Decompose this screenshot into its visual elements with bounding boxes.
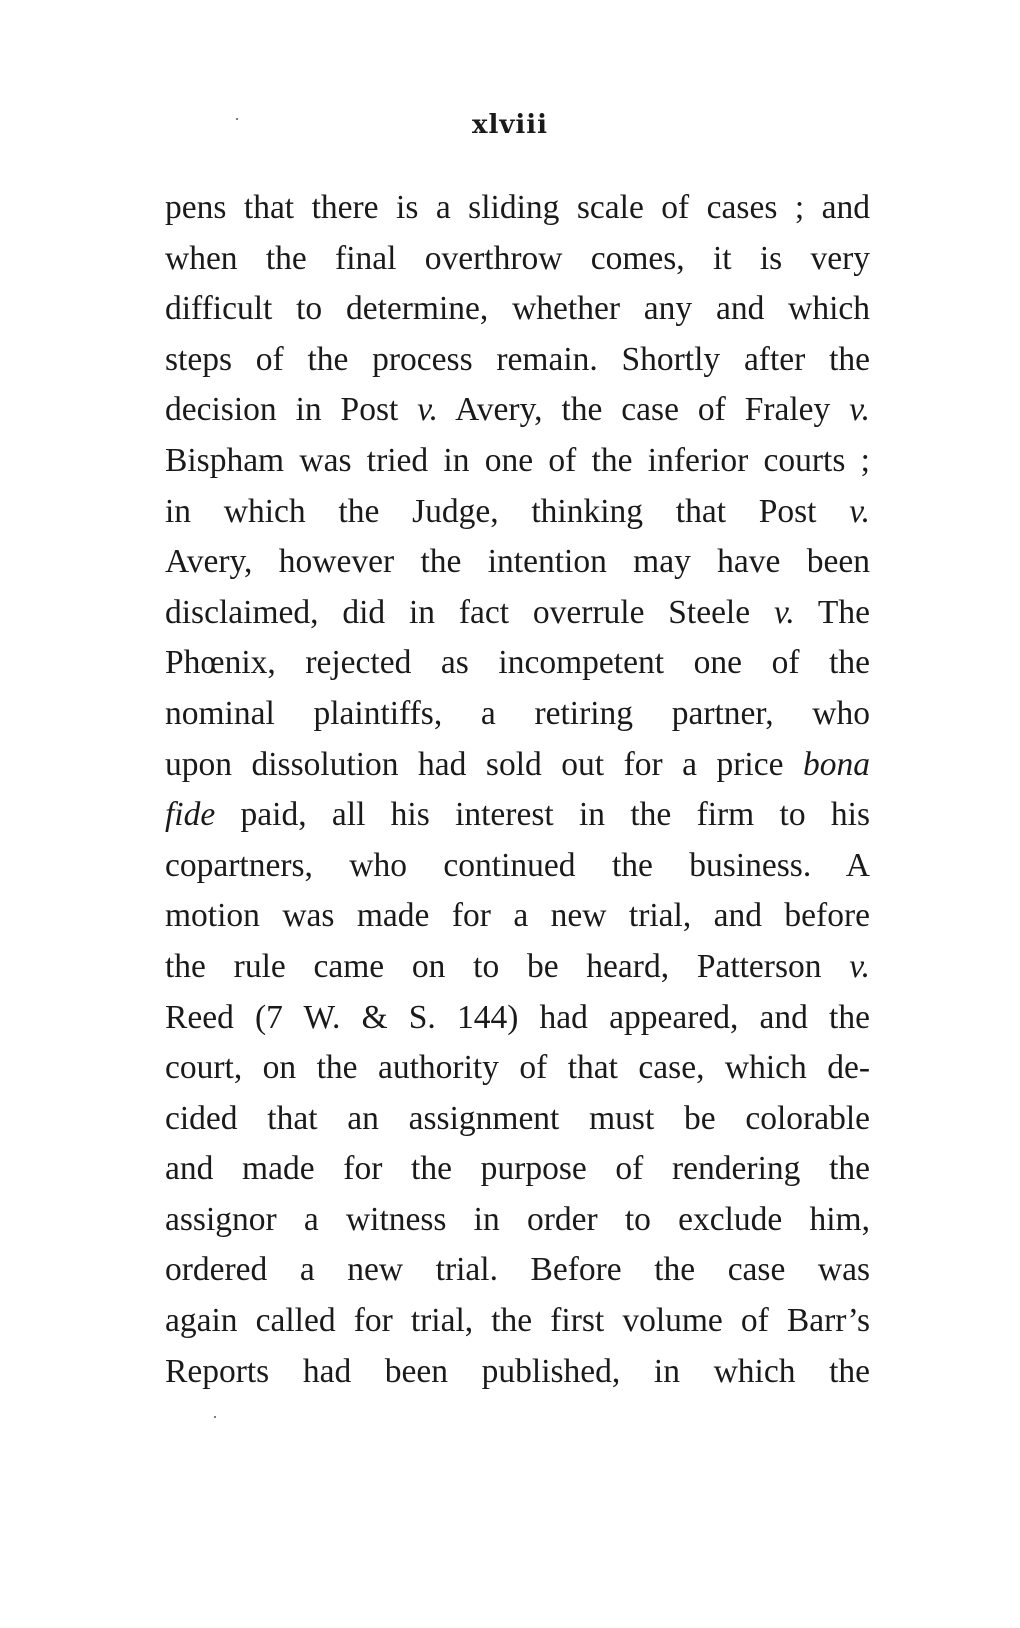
text-span: paid, all his interest in the firm to his (215, 796, 870, 834)
italic-text: v. (417, 391, 438, 429)
italic-text: v. (849, 391, 870, 429)
text-span: in which the Judge, thinking that Post (165, 492, 850, 530)
text-span: The (794, 593, 870, 631)
text-span: Reed (7 W. & S. 144) had appeared, and the (165, 998, 870, 1036)
text-span: cided that an assignment must be colorable (165, 1099, 870, 1137)
text-span: Avery, however the intention may have been (165, 543, 870, 581)
text-line (165, 841, 870, 892)
text-line (165, 993, 870, 1044)
text-span: court, on the authority of that case, which de- (165, 1049, 870, 1087)
text-line (165, 588, 870, 639)
text-line (165, 284, 870, 335)
text-span: upon dissolution had sold out for a price (165, 745, 803, 783)
text-line (165, 942, 870, 993)
text-line (165, 183, 870, 234)
italic-text: fide (165, 796, 216, 834)
body-text (165, 183, 870, 1397)
text-span: Reports had been published, in which the (165, 1352, 870, 1390)
text-span: copartners, who continued the business. A (165, 846, 870, 884)
text-span: motion was made for a new trial, and before (165, 897, 870, 935)
text-span: nominal plaintiffs, a retiring partner, who (165, 694, 870, 732)
text-line (165, 790, 870, 841)
text-span: Avery, the case of Fraley (438, 391, 850, 429)
text-span: again called for trial, the first volume of Barr’s (165, 1302, 870, 1340)
text-line (165, 234, 870, 285)
text-line (165, 1296, 870, 1347)
text-line (165, 1347, 870, 1398)
text-span: difficult to determine, whether any and which (165, 290, 870, 328)
italic-text: bona (803, 745, 870, 783)
text-line (165, 740, 870, 791)
text-span: when the final overthrow comes, it is very (165, 239, 870, 277)
text-span: decision in Post (165, 391, 418, 429)
text-span: Bispham was tried in one of the inferior courts ; (165, 441, 870, 479)
text-span: steps of the process remain. Shortly after the (165, 340, 870, 378)
text-line (165, 689, 870, 740)
text-line (165, 1094, 870, 1145)
text-line (165, 1245, 870, 1296)
print-speck (214, 1416, 216, 1418)
text-line (165, 638, 870, 689)
italic-text: v. (849, 492, 870, 530)
text-span: pens that there is a sliding scale of cases ; and (165, 189, 870, 226)
text-span: and made for the purpose of rendering the (165, 1150, 870, 1188)
text-line (165, 487, 870, 538)
text-span: disclaimed, did in fact overrule Steele (165, 593, 774, 631)
italic-text: v. (773, 593, 795, 631)
text-line (165, 335, 870, 386)
text-line (165, 1043, 870, 1094)
italic-text: v. (849, 947, 870, 985)
text-span: Phœnix, rejected as incompetent one of the (165, 644, 870, 682)
text-span: ordered a new trial. Before the case was (165, 1251, 870, 1289)
text-line (165, 891, 870, 942)
text-line (165, 385, 870, 436)
text-line (165, 537, 870, 588)
text-line (165, 436, 870, 487)
print-speck (236, 118, 238, 120)
text-line (165, 1195, 870, 1246)
text-line (165, 1144, 870, 1195)
page-number: xlviii (471, 110, 549, 140)
text-span: the rule came on to be heard, Patterson (165, 947, 850, 985)
text-span: assignor a witness in order to exclude him, (165, 1200, 870, 1238)
